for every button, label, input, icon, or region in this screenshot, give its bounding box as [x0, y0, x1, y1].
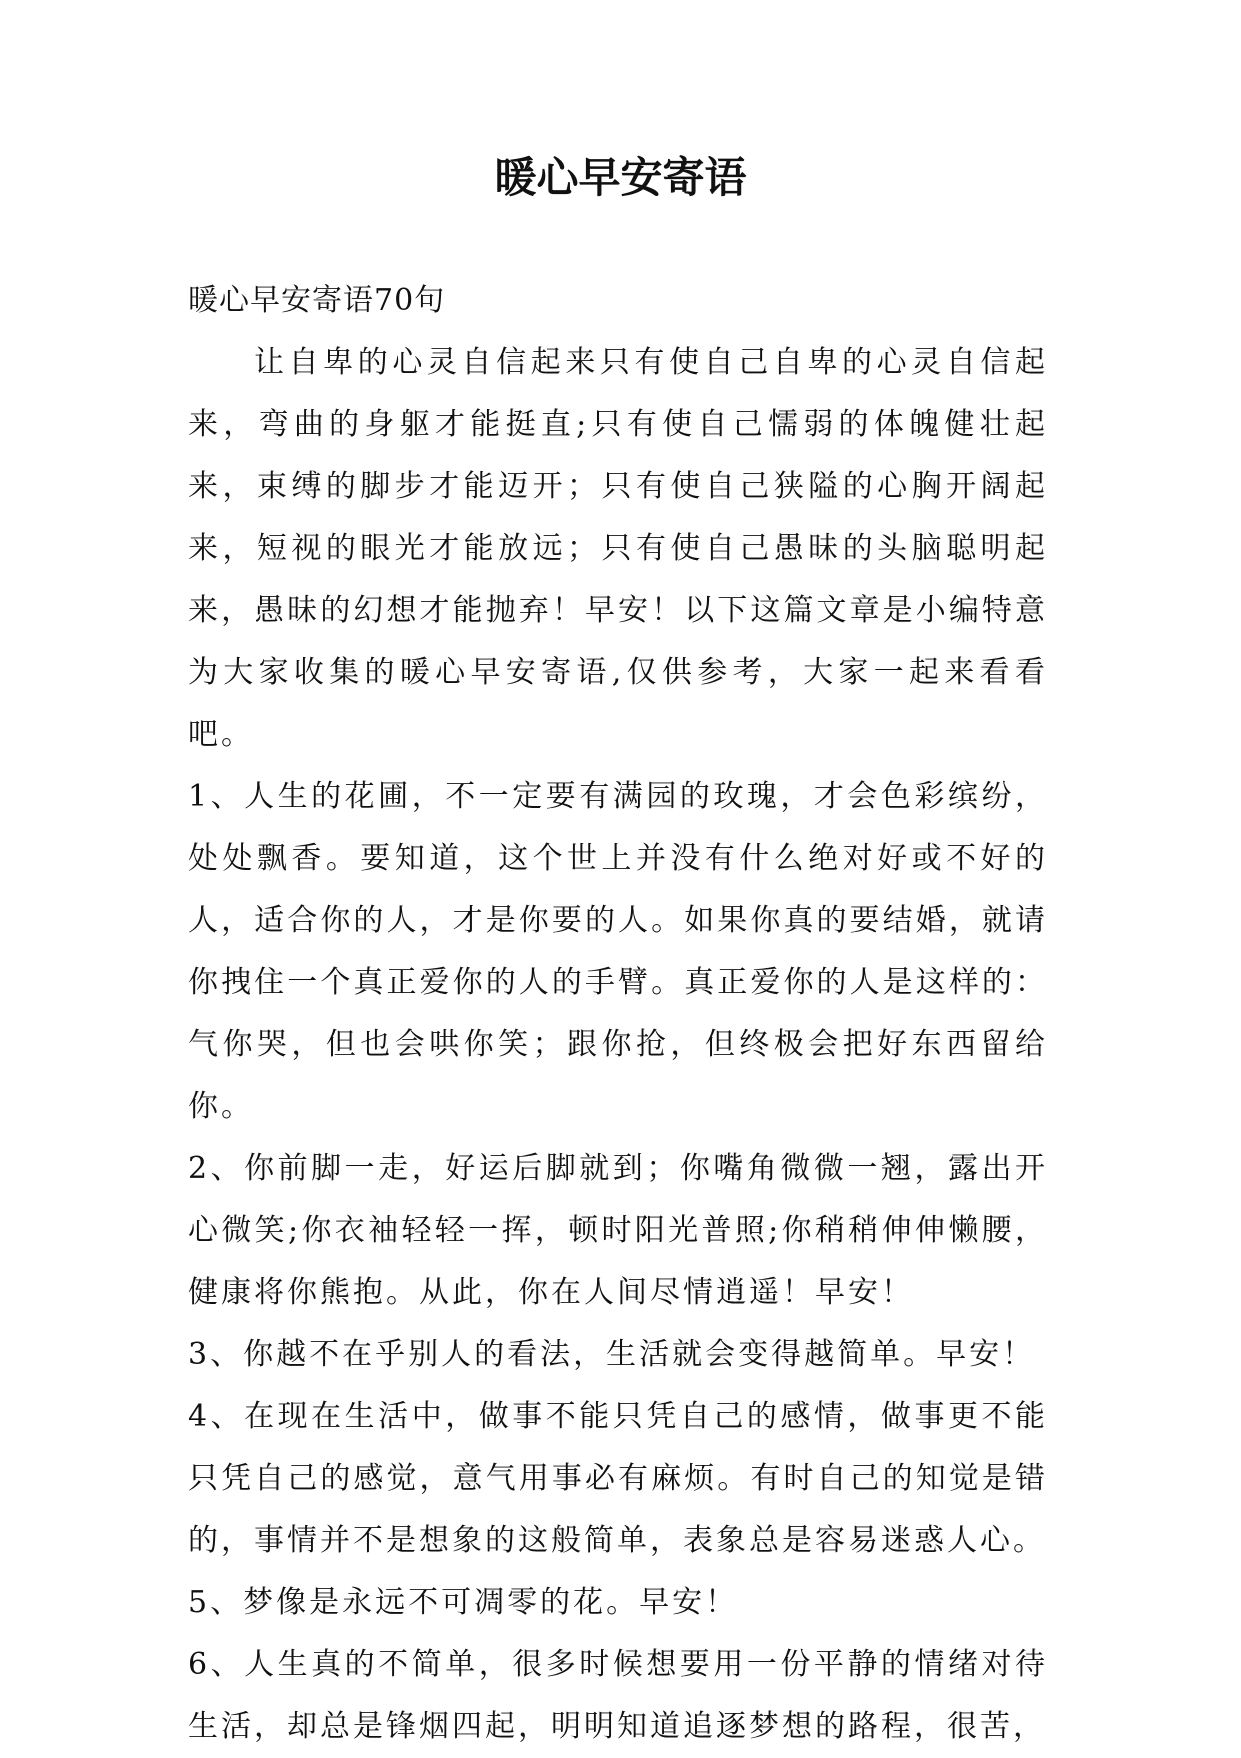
- list-item: 5、梦像是永远不可凋零的花。早安！: [188, 1585, 739, 1620]
- document-body: [188, 270, 1048, 1758]
- document-subtitle: 暖心早安寄语70句: [188, 283, 446, 318]
- document-title: 暖心早安寄语: [494, 153, 747, 202]
- list-item: 1、人生的花圃，不一定要有满园的玫瑰，才会色彩缤纷，处处飘香。要知道，这个世上并没有什么绝对好或不好的人，适合你的人，才是你要的人。如果你真的要结婚，就请你拽住一个真正爱你的人的手臂。真正爱你的人是这样的：气你哭，但也会哄你笑；跟你抢，但终极会把好东西留给你。: [188, 779, 1048, 1124]
- list-item: 2、你前脚一走，好运后脚就到；你嘴角微微一翘，露出开心微笑;你衣袖轻轻一挥，顿时阳光普照;你稍稍伸伸懒腰，健康将你熊抱。从此，你在人间尽情逍遥！早安！: [188, 1151, 1048, 1310]
- intro-paragraph: 让自卑的心灵自信起来只有使自己自卑的心灵自信起来，弯曲的身躯才能挺直;只有使自己懦弱的体魄健壮起来，束缚的脚步才能迈开；只有使自己狭隘的心胸开阔起来，短视的眼光才能放远；只有使自己愚昧的头脑聪明起来，愚昧的幻想才能抛弃！早安！以下这篇文章是小编特意为大家收集的暖心早安寄语,仅供参考，大家一起来看看吧。: [188, 345, 1048, 752]
- list-item: 6、人生真的不简单，很多时候想要用一份平静的情绪对待生活，却总是锋烟四起，明明知道追逐梦想的路程，很苦，: [188, 1647, 1048, 1744]
- list-item: 3、你越不在乎别人的看法，生活就会变得越简单。早安！: [188, 1337, 1036, 1372]
- list-item: 4、在现在生活中，做事不能只凭自己的感情，做事更不能只凭自己的感觉，意气用事必有麻烦。有时自己的知觉是错的，事情并不是想象的这般简单，表象总是容易迷惑人心。: [188, 1399, 1048, 1558]
